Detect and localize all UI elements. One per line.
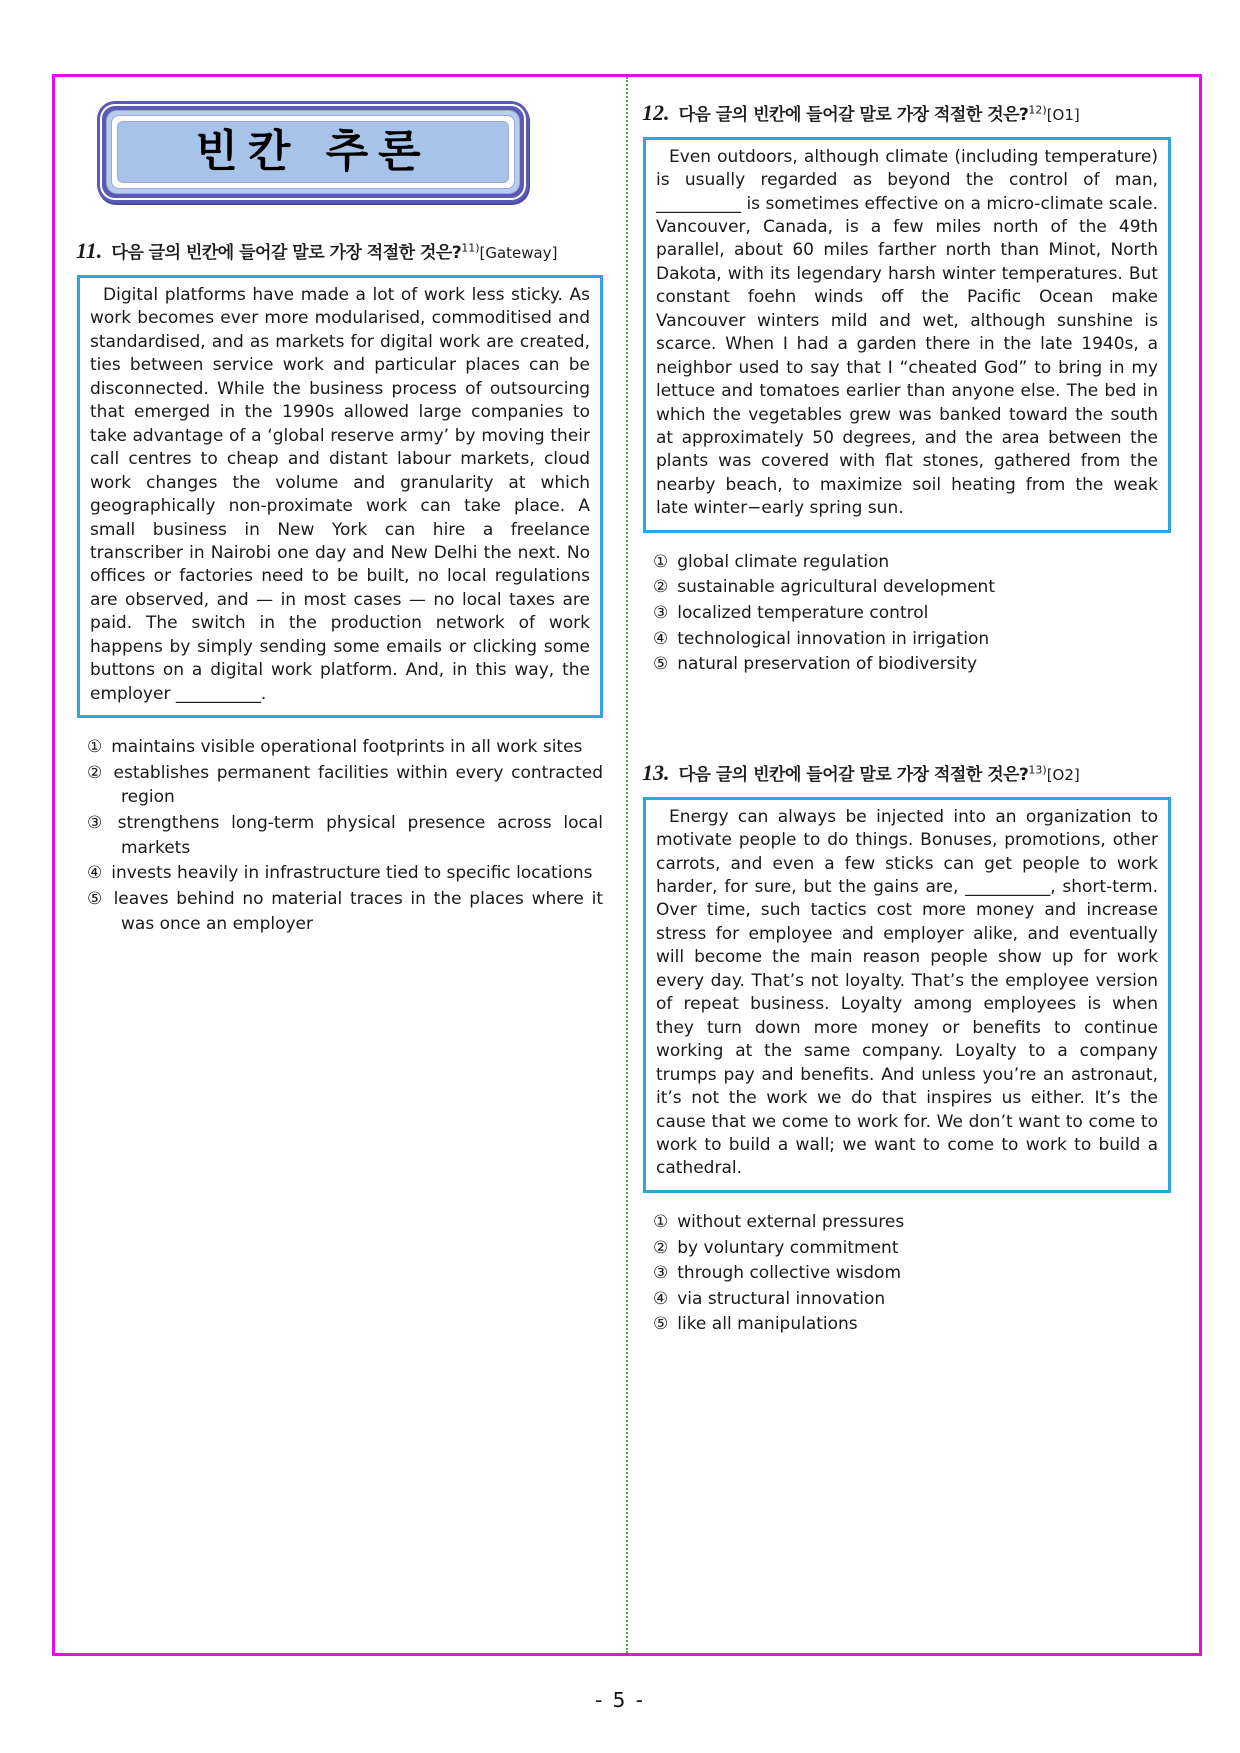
option-text: technological innovation in irrigation: [677, 628, 990, 649]
option-item: [87, 761, 603, 810]
option-marker: ④: [87, 863, 103, 884]
question-source-tag: [O1]: [1046, 106, 1080, 124]
page-number: - 5 -: [595, 1688, 645, 1712]
question-source-tag: [Gateway]: [479, 244, 558, 263]
option-text: leaves behind no material traces in the places where it was once an employer: [113, 888, 603, 934]
title-banner-core: [117, 121, 509, 183]
option-text: strengthens long-term physical presence across local markets: [117, 813, 603, 858]
passage-text: Energy can always be injected into an organization to motivate people to do things. Bonuses, promotions, other carrots, and even a few sticks can get people to work harder, for sure, but the gains are, __________, short-term. Over time, such tactics cost more money and increase stress for employee and employer alike, and eventually will become the main reason people show up for work every day. That’s not loyalty. That’s the employee version of repeat business. Loyalty among employees is when they turn down more money or benefits to continue working at the same company. Loyalty to a company trumps pay and benefits. And unless you’re an astronaut, it’s not the work we do that inspires us either. It’s the cause that we come to work for. We don’t want to come to work to build a wall; we want to come to work to build a cathedral.: [656, 806, 1158, 1179]
option-item: [653, 1261, 1171, 1286]
option-item: [653, 1210, 1171, 1235]
question-12-header: [642, 99, 1171, 128]
option-marker: ②: [653, 577, 669, 598]
page-title: 빈칸 추론: [195, 126, 431, 177]
option-item: [87, 887, 603, 936]
option-text: sustainable agricultural development: [677, 577, 995, 598]
option-marker: ④: [653, 1288, 669, 1309]
option-item: [87, 735, 603, 760]
option-marker: ⑤: [653, 1314, 669, 1335]
option-marker: ④: [653, 628, 669, 649]
option-item: [653, 1236, 1171, 1261]
option-item: [653, 1312, 1171, 1337]
option-item: [87, 811, 603, 860]
option-item: [653, 652, 1171, 677]
option-text: localized temperature control: [677, 603, 929, 624]
title-banner-ring3: [111, 115, 515, 189]
passage-text: Digital platforms have made a lot of work less sticky. As work becomes ever more modularised, commoditised and standardised, and as markets for digital work are created, ties between service work and particular places can be disconnected. While the business process of outsourcing that emerged in the 1990s allowed large companies to take advantage of a ‘global reserve army’ by moving their call centres to cheap and distant labour markets, cloud work changes the volume and granularity at which geographically non-proximate work can take place. A small business in New York can hire a freelance transcriber in Nairobi one day and New Delhi the next. No offices or factories need to be built, no local regulations are observed, and — in most cases — no local taxes are paid. The switch in the production network of work happens by simply sending some emails or clicking some buttons on a digital work platform. And, in this way, the employer __________.: [90, 284, 590, 704]
option-item: [653, 601, 1171, 626]
option-marker: ③: [653, 1263, 669, 1284]
option-item: [653, 575, 1171, 600]
question-prompt: 다음 글의 빈칸에 들어갈 말로 가장 적절한 것은?: [678, 765, 1029, 786]
options-list: [653, 1210, 1171, 1337]
option-item: [653, 1287, 1171, 1312]
option-marker: ①: [87, 737, 103, 758]
option-marker: ①: [653, 1211, 669, 1232]
question-number: 11.: [76, 238, 103, 264]
question-number: 13.: [642, 760, 670, 786]
option-marker: ①: [653, 551, 669, 572]
option-text: via structural innovation: [677, 1288, 886, 1309]
option-marker: ⑤: [653, 654, 669, 675]
option-text: by voluntary commitment: [677, 1237, 899, 1258]
title-banner: [97, 101, 529, 203]
option-item: [653, 627, 1171, 652]
option-marker: ②: [653, 1237, 669, 1258]
option-text: through collective wisdom: [677, 1263, 901, 1284]
option-text: without external pressures: [677, 1211, 905, 1232]
option-text: like all manipulations: [677, 1314, 858, 1335]
title-banner-ring2: [106, 110, 520, 194]
option-marker: ③: [87, 813, 109, 834]
option-text: global climate regulation: [677, 551, 890, 572]
question-12: [641, 99, 1171, 677]
option-text: maintains visible operational footprints in all work sites: [111, 737, 583, 758]
question-number: 12.: [642, 100, 670, 125]
question-superscript: 11): [461, 242, 480, 256]
option-text: establishes permanent facilities within every contracted region: [113, 762, 603, 808]
passage-box: [643, 137, 1171, 533]
title-banner-ring: [100, 104, 526, 200]
option-item: [87, 861, 603, 886]
question-prompt: 다음 글의 빈칸에 들어갈 말로 가장 적절한 것은?: [111, 243, 462, 264]
option-text: invests heavily in infrastructure tied to specific locations: [111, 863, 593, 884]
question-13-header: [642, 759, 1171, 788]
options-list: [653, 550, 1171, 677]
column-divider: [626, 77, 628, 1653]
question-superscript: 13): [1028, 763, 1047, 777]
option-marker: ②: [87, 762, 105, 783]
question-13: [641, 759, 1171, 1337]
page-border-frame: [52, 74, 1202, 1656]
passage-text: Even outdoors, although climate (including temperature) is usually regarded as beyond the control of man, __________ is sometimes effective on a micro-climate scale. Vancouver, Canada, is a few miles north of the 49th parallel, about 60 miles farther north than Minot, North Dakota, with its legendary harsh winter temperatures. But constant foehn winds off the Pacific Ocean make Vancouver winters mild and wet, although sunshine is scarce. When I had a garden there in the late 1940s, a neighbor used to say that I “cheated God” to bring in my lettuce and tomatoes earlier than anyone else. The bed in which the vegetables grew was banked toward the south at approximately 50 degrees, and the area between the plants was covered with flat stones, gathered from the nearby beach, to maximize soil heating from the weak late winter−early spring sun.: [656, 146, 1158, 519]
question-superscript: 12): [1028, 103, 1047, 117]
question-prompt: 다음 글의 빈칸에 들어갈 말로 가장 적절한 것은?: [678, 105, 1029, 125]
option-marker: ⑤: [87, 888, 105, 909]
passage-box: [643, 797, 1171, 1193]
option-text: natural preservation of biodiversity: [677, 654, 978, 675]
left-column: [75, 99, 603, 937]
question-11: [75, 237, 603, 936]
options-list: [87, 735, 603, 936]
right-column: [641, 99, 1171, 1338]
option-marker: ③: [653, 603, 669, 624]
question-source-tag: [O2]: [1046, 766, 1080, 785]
question-11-header: [76, 237, 603, 266]
passage-box: [77, 275, 603, 718]
option-item: [653, 550, 1171, 575]
